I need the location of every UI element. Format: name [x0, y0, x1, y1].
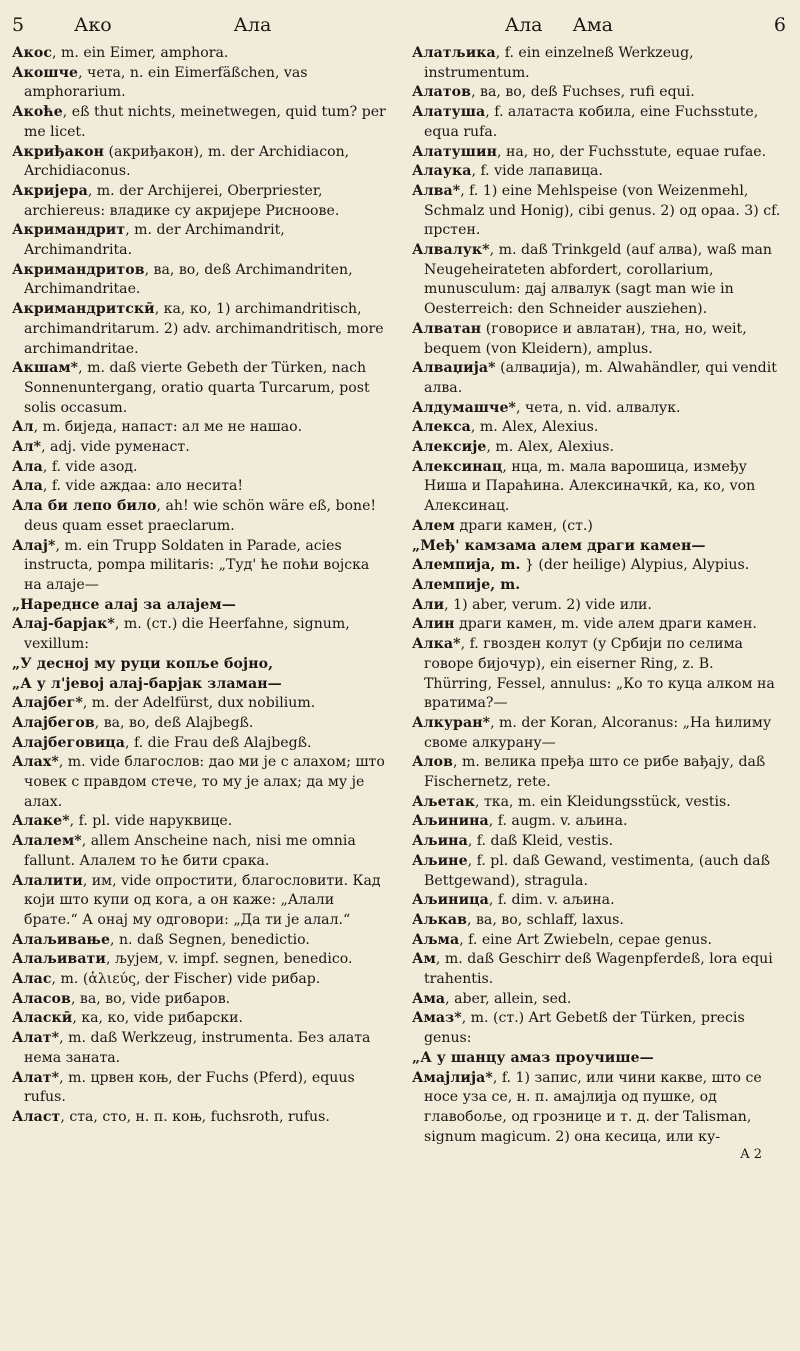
dictionary-entry [12, 359, 386, 418]
entry-definition: (говорисе и авлатан), тна, но, weit, bequem (von Kleidern), amplus. [424, 320, 747, 357]
entry-headword: „А у шанцу амаз проучише— [412, 1049, 654, 1066]
dictionary-entry [412, 990, 786, 1010]
dictionary-entry [412, 359, 786, 398]
entry-definition: , m. Alex, Alexius. [486, 439, 614, 456]
entry-definition: , m. ein Trupp Soldaten in Parade, acies instructa, pompa militaris: „Туд' ће поћи војска на алаје— [24, 537, 370, 593]
dictionary-entry [12, 1069, 386, 1108]
entry-headword: Аласкӣ [12, 1010, 73, 1027]
entry-headword: Ала би лепо било [12, 498, 157, 515]
dictionary-entry [412, 911, 786, 931]
entry-definition: , ah! wie schön wäre eß, bone! deus quam esset praeclarum. [24, 498, 377, 534]
entry-definition: , f. 1) eine Mehlspeise (von Weizenmehl, Schmalz und Honig), cibi genus. 2) од ораа. 3) cf. прстен. [424, 182, 781, 239]
entry-headword: Алваџија* [412, 360, 496, 377]
dictionary-entry [412, 517, 786, 537]
entry-definition: , m. велика пређа што се рибе вађају, daß Fischernetz, rete. [424, 754, 766, 791]
dictionary-entry [412, 812, 786, 832]
entry-definition: , m. ein Eimer, amphora. [52, 45, 229, 61]
dictionary-entry [412, 891, 786, 911]
entry-headword: Амаз* [412, 1010, 462, 1027]
dictionary-entry [12, 615, 386, 654]
entry-headword: Али [412, 596, 445, 613]
entry-definition: драги камен, (ст.) [455, 517, 593, 534]
entry-definition: , љујем, v. impf. segnen, benedico. [105, 951, 353, 968]
entry-definition: , f. pl. vide наруквице. [69, 813, 233, 830]
dictionary-entry [12, 1009, 386, 1029]
entry-headword: „Међ' камзама алем драги камен— [412, 537, 706, 554]
entry-definition: , ва, во, deß Archimandriten, Archimandritae. [24, 261, 353, 298]
entry-headword: Алаука [412, 163, 472, 180]
dictionary-entry [12, 1108, 386, 1128]
dictionary-entry [12, 497, 386, 536]
page-number-left: 5 [12, 14, 25, 36]
entry-headword: Акримандрит [12, 222, 126, 239]
dictionary-entry [12, 675, 386, 695]
entry-definition: } (der heilige) Alypius, Alypius. [520, 557, 750, 574]
entry-definition: , f. 1) запис, или чини какве, што се носе уза се, н. п. амајлија од пушке, од главобоље, од грознице и т. д. der Talisman, signum magicum. 2) она кесица, или ку- [424, 1069, 762, 1145]
entry-headword: „А у л'јевој алај-барјак зламан— [12, 675, 282, 692]
dictionary-entry [412, 418, 786, 438]
entry-headword: Алов [412, 754, 454, 771]
entry-definition: , m. (ἁλιεύς, der Fischer) vide рибар. [51, 971, 321, 988]
entry-definition: , f. алатаста кобила, eine Fuchsstute, equa rufa. [424, 104, 759, 140]
entry-definition: , f. die Frau deß Alajbegß. [125, 734, 312, 751]
header-guide-word-1: Ако [74, 14, 112, 36]
dictionary-entry [12, 694, 386, 714]
dictionary-entry [412, 143, 786, 163]
header-guide-word-3: Ала [504, 14, 543, 36]
dictionary-entry [412, 931, 786, 951]
entry-definition: , ста, сто, н. п. коњ, fuchsroth, rufus. [60, 1108, 330, 1125]
entry-headword: Акримандритов [12, 261, 145, 278]
dictionary-entry [412, 162, 786, 182]
dictionary-entry [12, 418, 386, 438]
entry-definition: , adj. vide руменаст. [41, 439, 190, 456]
entry-headword: „Нареднсе алај за алајем— [12, 596, 236, 613]
entry-definition: , m. daß Werkzeug, instrumenta. Без алата нема заната. [24, 1030, 371, 1066]
dictionary-entry [412, 44, 786, 83]
entry-headword: Амајлија* [412, 1069, 493, 1086]
entry-definition: , чета, n. vid. алвалук. [516, 399, 681, 416]
dictionary-entry [412, 832, 786, 852]
entry-definition: , f. vide лапавица. [471, 163, 603, 180]
entry-definition: , m. der Archijerei, Oberpriester, archiereus: владике су акријере Рисноове. [24, 182, 340, 219]
entry-headword: Аљкав [412, 911, 468, 928]
entry-headword: Алекса [412, 419, 471, 436]
dictionary-entry [412, 714, 786, 753]
entry-headword: Алајбег* [12, 695, 83, 712]
entry-definition: , m. daß vierte Gebeth der Türken, nach Sonnenuntergang, oratio quarta Turcarum, post solis occasum. [24, 360, 370, 416]
entry-headword: Акријера [12, 182, 88, 199]
entry-definition: , m. daß Trinkgeld (auf алва), waß man Neugeheirateten abfordert, corollarium, munusculum: дај алвалук (sagt man wie in Oesterreich: den Schneider ausziehen). [424, 242, 772, 318]
entry-definition: , n. daß Segnen, benedictio. [110, 931, 310, 948]
dictionary-entry [412, 537, 786, 557]
entry-headword: Акос [12, 45, 53, 61]
dictionary-entry [12, 990, 386, 1010]
entry-definition: (акриђакон), m. der Archidiacon, Archidiaconus. [24, 143, 350, 180]
entry-definition: , f. vide азод. [42, 458, 138, 475]
signature-mark: A 2 [740, 1147, 762, 1163]
entry-headword: Алем [412, 517, 456, 534]
entry-headword: Аљине [412, 852, 468, 869]
entry-headword: Аљиница [412, 892, 489, 909]
dictionary-entry [412, 241, 786, 320]
header-guide-word-2: Ала [233, 14, 272, 36]
dictionary-entry [412, 852, 786, 891]
entry-definition: драги камен, m. vide алем драги камен. [454, 616, 757, 633]
entry-definition: , m. der Archimandrit, Archimandrita. [24, 222, 285, 259]
entry-definition: , m. црвен коњ, der Fuchs (Pferd), equus rufus. [24, 1069, 355, 1106]
dictionary-entry [412, 753, 786, 792]
dictionary-entry [12, 261, 386, 300]
entry-headword: Ала [12, 458, 43, 475]
entry-headword: Алексинац [412, 458, 503, 475]
entry-definition: , ва, во, vide рибаров. [70, 990, 231, 1007]
dictionary-entry [412, 793, 786, 813]
entry-headword: Аласт [12, 1108, 61, 1125]
entry-definition: , на, но, der Fuchsstute, equae rufae. [497, 143, 767, 160]
entry-headword: Алвалук* [412, 242, 490, 259]
entry-definition: , ка, ко, vide рибарски. [72, 1010, 243, 1027]
entry-headword: Ама [412, 990, 446, 1007]
entry-definition: , f. augm. v. аљина. [488, 813, 628, 830]
right-column [412, 44, 786, 1147]
dictionary-entry [412, 596, 786, 616]
entry-headword: Ала [12, 478, 43, 495]
entry-headword: Аљинина [412, 813, 489, 830]
dictionary-entry [412, 103, 786, 142]
entry-definition: , m. der Adelfürst, dux nobilium. [82, 695, 316, 712]
entry-headword: Аљина [412, 833, 468, 850]
dictionary-entry [12, 596, 386, 616]
entry-headword: Алаке* [12, 813, 70, 830]
entry-definition: , aber, allein, sed. [445, 990, 572, 1007]
entry-definition: , m. биједа, напаст: ал ме не нашао. [33, 419, 303, 436]
entry-headword: Алаљивање [12, 931, 111, 948]
dictionary-entry [12, 300, 386, 359]
dictionary-entry [412, 576, 786, 596]
entry-definition: , тка, m. ein Kleidungsstück, vestis. [475, 793, 731, 810]
dictionary-entry [412, 1049, 786, 1069]
entry-definition: , m. (ст.) die Heerfahne, signum, vexillum: [24, 616, 350, 653]
entry-headword: Алатуша [412, 104, 486, 121]
entry-headword: Акоће [12, 104, 63, 121]
entry-definition: , m. daß Geschirr deß Wagenpferdeß, lora equi trahentis. [424, 951, 773, 988]
entry-definition: , ва, во, schlaff, laxus. [467, 911, 624, 928]
entry-definition: , f. pl. daß Gewand, vestimenta, (auch daß Bettgewand), stragula. [424, 852, 770, 889]
entry-definition: , чета, n. ein Eimerfäßchen, vas amphorarium. [24, 64, 308, 101]
entry-definition: , eß thut nichts, meinetwegen, quid tum? per me licet. [24, 104, 386, 140]
dictionary-entry [412, 615, 786, 635]
entry-headword: Алатљика [412, 45, 496, 61]
header-guide-word-4: Ама [572, 14, 613, 36]
entry-definition: , f. dim. v. аљина. [488, 892, 615, 909]
dictionary-entry [412, 1069, 786, 1148]
dictionary-entry [412, 1009, 786, 1048]
entry-headword: Алва* [412, 182, 461, 199]
entry-headword: Алкуран* [412, 714, 491, 731]
entry-headword: Ам [412, 951, 436, 968]
dictionary-entry [12, 143, 386, 182]
entry-definition: , m. Alex, Alexius. [470, 419, 599, 436]
dictionary-entry [412, 438, 786, 458]
dictionary-entry [12, 103, 386, 142]
dictionary-entry [12, 931, 386, 951]
entry-headword: Алас [12, 971, 52, 988]
dictionary-entry [12, 1029, 386, 1068]
entry-definition: , f. vide аждаа: ало несита! [42, 478, 244, 495]
entry-headword: Алај-барјак* [12, 616, 115, 633]
dictionary-entry [412, 182, 786, 241]
entry-headword: Алемпије, m. [412, 576, 521, 593]
entry-headword: Алаљивати [12, 951, 106, 968]
page-number-right: 6 [773, 14, 786, 36]
dictionary-entry [12, 182, 386, 221]
entry-headword: Алемпија, m. [412, 557, 521, 574]
dictionary-entry [12, 714, 386, 734]
entry-headword: Алалем* [12, 833, 82, 850]
entry-headword: Ал* [12, 439, 42, 456]
entry-headword: Акримандритскӣ [12, 301, 155, 318]
entry-headword: Акошче [12, 64, 79, 81]
entry-headword: Ал [12, 419, 34, 436]
entry-definition: , им, vide опростити, благословити. Кад који што купи од кога, а он каже: „Алали брате.“ А онај му одговори: „Да ти је алал.“ [24, 872, 381, 928]
entry-headword: Алат* [12, 1069, 60, 1086]
dictionary-entry [12, 438, 386, 458]
page-header [12, 8, 786, 42]
entry-definition: , f. ein einzelneß Werkzeug, instrumentum. [424, 45, 694, 81]
entry-headword: „У десноj му руци копље бојно, [12, 655, 274, 672]
dictionary-entry [12, 970, 386, 990]
entry-headword: Акшам* [12, 360, 79, 377]
entry-definition: , f. гвозден колут (у Србији по селима говоре бијочур), ein eiserner Ring, z. B. Thürring, Fessel, annulus: „Ко то куца алком на вратима?— [424, 636, 775, 712]
entry-headword: Алка* [412, 636, 461, 653]
entry-headword: Алалити [12, 872, 83, 889]
dictionary-entry [12, 734, 386, 754]
dictionary-entry [412, 320, 786, 359]
entry-headword: Алах* [12, 754, 59, 771]
dictionary-entry [12, 477, 386, 497]
entry-definition: , m. der Koran, Alcoranus: „На ћилиму своме алкурану— [424, 714, 772, 751]
dictionary-entry [12, 832, 386, 871]
entry-headword: Алајбегов [12, 714, 95, 731]
dictionary-entry [12, 753, 386, 812]
entry-headword: Алин [412, 616, 455, 633]
entry-definition: , f. daß Kleid, vestis. [467, 833, 614, 850]
dictionary-entry [412, 556, 786, 576]
entry-definition: , нца, m. мала варошица, између Ниша и Параћина. Алексиначкӣ, ка, ко, von Алексинац. [424, 458, 756, 515]
entry-definition: , ва, во, deß Alajbegß. [94, 714, 254, 731]
entry-headword: Алексије [412, 439, 487, 456]
dictionary-entry [12, 44, 386, 64]
dictionary-entry [12, 655, 386, 675]
entry-headword: Акриђакон [12, 143, 105, 160]
entry-definition: , ва, во, deß Fuchses, rufi equi. [471, 84, 695, 101]
dictionary-entry [412, 458, 786, 517]
dictionary-entry [12, 458, 386, 478]
entry-definition: , ка, ко, 1) archimandritisch, archimandritarum. 2) adv. archimandritisch, more archimandritae. [24, 301, 384, 357]
dictionary-entry [12, 950, 386, 970]
entry-headword: Аљетак [412, 793, 476, 810]
entry-headword: Алдумашче* [412, 399, 517, 416]
dictionary-entry [12, 221, 386, 260]
entry-definition: , m. (ст.) Art Gebetß der Türken, precis genus: [424, 1010, 745, 1047]
dictionary-entry [412, 635, 786, 714]
dictionary-entry [412, 950, 786, 989]
dictionary-entry [12, 537, 386, 596]
entry-headword: Алај* [12, 537, 56, 554]
dictionary-entry [412, 83, 786, 103]
entry-definition: , m. vide благослов: дао ми је с алахом; што човек с правдом стече, то му је алах; да му је алах. [24, 754, 385, 810]
entry-definition: , f. eine Art Zwiebeln, cepae genus. [459, 931, 712, 948]
entry-definition: (алваџија), m. Alwahändler, qui vendit алва. [424, 360, 777, 396]
left-column [12, 44, 386, 1147]
dictionary-entry [12, 872, 386, 931]
entry-definition: , allem Anscheine nach, nisi me omnia fallunt. Алалем то ће бити срака. [24, 833, 356, 869]
entry-headword: Аљма [412, 931, 460, 948]
dictionary-entry [12, 812, 386, 832]
entry-headword: Аласов [12, 990, 71, 1007]
entry-headword: Алватан [412, 320, 482, 337]
entry-headword: Алајбеговица [12, 734, 126, 751]
dictionary-entry [412, 399, 786, 419]
entry-headword: Алатушин [412, 143, 498, 160]
dictionary-entry [12, 64, 386, 103]
entry-definition: , 1) aber, verum. 2) vide или. [444, 596, 652, 613]
entry-headword: Алатов [412, 84, 472, 101]
entry-headword: Алат* [12, 1030, 60, 1047]
